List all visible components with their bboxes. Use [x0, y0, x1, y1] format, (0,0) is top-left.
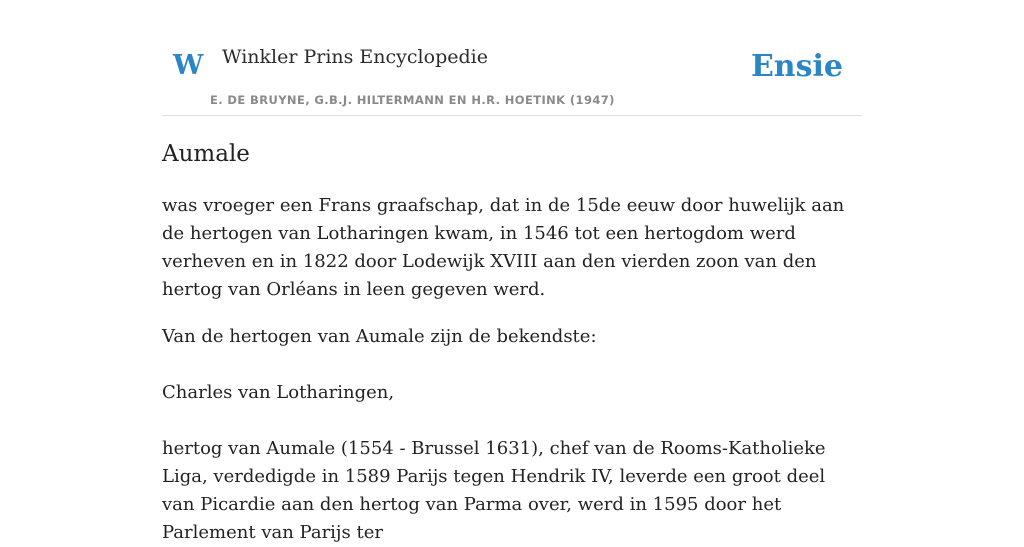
article-paragraph: hertog van Aumale (1554 - Brussel 1631), chef van de Rooms-Katholieke Liga, verdedigde in 1589 Parijs tegen Hendrik IV, leverde een groot deel van Picardie aan den hertog van Parma over, werd in 1595 door het Parlement van Parijs ter	[162, 438, 826, 543]
article-title: Aumale	[162, 141, 250, 167]
article	[162, 136, 862, 547]
source-header	[162, 0, 862, 116]
article-paragraph: Van de hertogen van Aumale zijn de bekendste:	[162, 326, 597, 347]
source-title[interactable]: Winkler Prins Encyclopedie	[222, 46, 488, 68]
source-logo[interactable]: W	[173, 50, 204, 81]
article-paragraph: was vroeger een Frans graafschap, dat in de 15de eeuw door huwelijk aan de hertogen van Lotharingen kwam, in 1546 tot een hertogdom werd verheven en in 1822 door Lodewijk XVIII aan den vierden zoon van den hertog van Orléans in leen gegeven werd.	[162, 195, 845, 300]
source-authors: E. DE BRUYNE, G.B.J. HILTERMANN EN H.R. HOETINK (1947)	[210, 93, 615, 107]
article-paragraph: Charles van Lotharingen,	[162, 382, 395, 403]
brand-logo[interactable]: Ensie	[750, 49, 843, 84]
